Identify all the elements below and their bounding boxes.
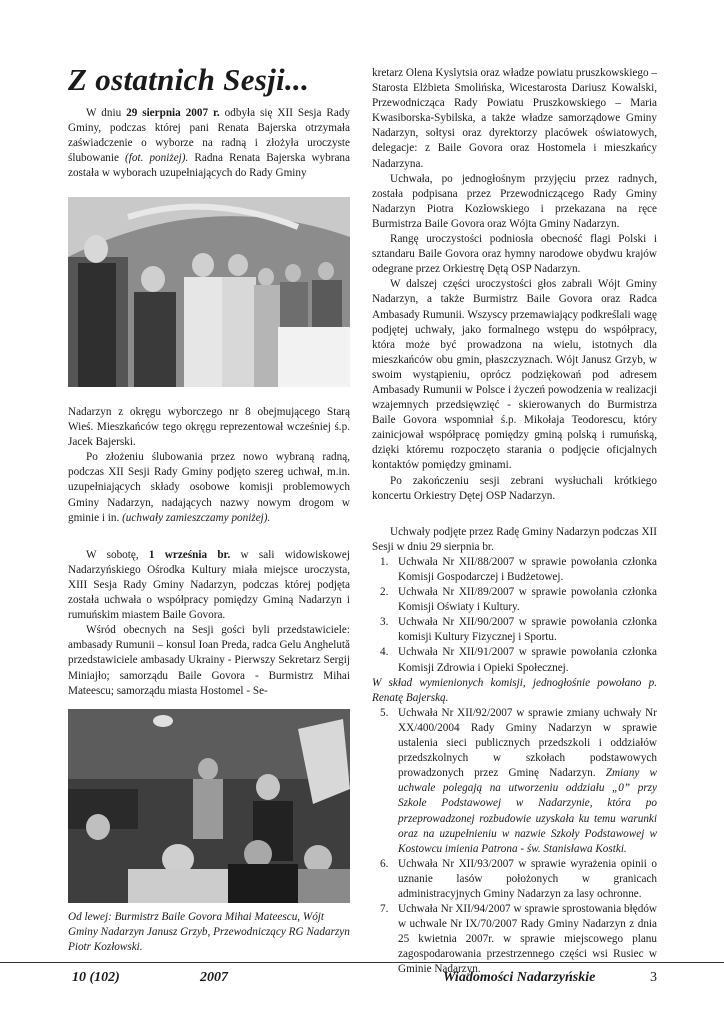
list-item: 7. Uchwała Nr XII/94/2007 w sprawie sprostowania błędów w uchwale Nr IX/70/2007 Rady Gminy Nadarzyn z dnia 25 kwietnia 2007r. w sprawie miejscowego planu zagospodarowania przestrzennego części wsi Rusiec w Gminie Nadarzyn. [380, 903, 657, 976]
list-item: 4. Uchwała Nr XII/91/2007 w sprawie powołania członka Komisji Zdrowia i Opieki Społecznej. [380, 646, 657, 674]
paragraph: Rangę uroczystości podniosła obecność flagi Polski i sztandaru Baile Govora oraz hymny narodowe obydwu krajów odegrane przez Orkiestrę Dętą OSP Nadarzyn. [372, 233, 657, 276]
paragraph: Wśród obecnych na Sesji gości byli przedstawiciele: ambasady Rumunii – konsul Ioan Preda, radca Gelu Anghelută przedstawiciele ambasady Ukrainy - Pierwszy Sekretarz Sergij Miniajło; samorządu Baile Govora - Burmistrz Mihai Mateescu; samorządu miasta Hostomel - Se- [68, 624, 350, 697]
page-title: Z ostatnich Sesji... [68, 62, 310, 97]
paragraph: W dniu 29 sierpnia 2007 r. odbyła się XII Sesja Rady Gminy, podczas której pani Renata Bajerska otrzymała zaświadczenie o wyborze na radną i złożyła uroczyste ślubowanie (fot. poniżej). Radna Renata Bajerska wybrana została w wyborach uzupełniających do Rady Gminy [68, 107, 351, 180]
list-item: 2. Uchwała Nr XII/89/2007 w sprawie powołania członka Komisji Oświaty i Kultury. [380, 586, 657, 614]
photo-session [68, 709, 350, 903]
committee-note: W skład wymienionych komisji, jednogłośnie powołano p. Renatę Bajerską. [372, 676, 657, 704]
photo-oath-image [68, 197, 350, 387]
photo-session-image [68, 709, 350, 903]
footer-year: 2007 [200, 970, 228, 985]
list-item: 6. Uchwała Nr XII/93/2007 w sprawie wyrażenia opinii o uznanie lasów położonych w granicach administracyjnych Gminy Nadarzyn za lasy ochronne. [380, 857, 657, 900]
paragraph: Uchwała, po jednogłośnym przyjęciu przez radnych, została podpisana przez Przewodniczącego Rady Gminy Nadarzyn Piotra Kozłowskiego i przekazana na ręce Burmistrza Baile Govora oraz Wójta Gminy Nadarzyn. [372, 172, 657, 230]
paragraph: Po zakończeniu sesji zebrani wysłuchali krótkiego koncertu Orkiestry Dętej OSP Nadarzyn. [372, 474, 657, 502]
list-item: 3. Uchwała Nr XII/90/2007 w sprawie powołania członka komisji Kultury Fizycznej i Sportu. [380, 616, 657, 644]
left-column-top [68, 106, 350, 181]
footer-issue: 10 (102) [72, 970, 120, 985]
photo-oath [68, 197, 350, 387]
resolutions-intro: Uchwały podjęte przez Radę Gminy Nadarzyn podczas XII Sesji w dniu 29 sierpnia br. [372, 525, 657, 553]
footer-divider [0, 962, 724, 963]
paragraph: W sobotę, 1 września br. w sali widowiskowej Nadarzyńskiego Ośrodka Kultury miała miejsce uroczysta, XIII Sesja Rady Gminy Nadarzyn, podczas której podjęta została uchwała o współpracy pomiędzy Gminą Nadarzyn i rumuńskim miastem Baile Govora. [68, 548, 350, 622]
paragraph: kretarz Olena Kyslytsia oraz władze powiatu pruszkowskiego – Starosta Elżbieta Smolińska, Wicestarosta Dariusz Kowalski, Przewodnicząca Rady Powiatu Pruszkowskiego – Maria Kwasiborska-Sybilska, a także władze samorządowe Gminy Nadarzyn, sołtysi oraz dyrektorzy placówek oświatowych, delegacje: z Baile Govora oraz Hostomela i mieszkańcy Nadarzyna. [372, 67, 657, 170]
paragraph: Nadarzyn z okręgu wyborczego nr 8 obejmującego Starą Wieś. Mieszkańców tego okręgu reprezentował wcześniej ś.p. Jacek Bajerski. [68, 406, 350, 449]
left-column-middle [68, 405, 350, 699]
list-item: 5. Uchwała Nr XII/92/2007 w sprawie zmiany uchwały Nr XX/400/2004 Rady Gminy Nadarzyn w sprawie ustalenia sieci publicznych przedszkoli i oddziałów przedszkolnych w szkołach podstawowych prowadzonych przez Gminę Nadarzyn. Zmiany w uchwale polegają na utworzeniu oddziału „0” przy Szkole Podstawowej w Nadarzynie, która po przeprowadzonej rozbudowie uzyskała ku temu warunki oraz na uzupełnieniu w nazwie Szkoły Podstawowej w Kostowcu imienia Patrona - św. Stanisława Kostki. [380, 706, 657, 855]
photo-caption: Od lewej: Burmistrz Baile Govora Mihai Mateescu, Wójt Gminy Nadarzyn Janusz Grzyb, Przewodniczący RG Nadarzyn Piotr Kozłowski. [68, 911, 350, 953]
resolutions-list-2 [372, 706, 657, 978]
right-column [372, 66, 657, 978]
page-number: 3 [650, 970, 657, 985]
footer-magazine: Wiadomości Nadarzyńskie [443, 970, 596, 985]
paragraph: W dalszej części uroczystości głos zabrali Wójt Gminy Nadarzyn, a także Burmistrz Baile Govora oraz Radca Ambasady Rumunii. Wszyscy przemawiający podkreślali wagę podjętej uchwały, jako formalnego wstępu do współpracy, która może być prowadzona na wielu, istotnych dla mieszkańców obu gmin, płaszczyznach. Wójt Janusz Grzyb, w swoim wystąpieniu, oprócz podziękowań pod adresem Ambasady Rumunii w Polsce i życzeń powodzenia w realizacji wzajemnych przedsięwzięć - skierowanych do Burmistrza Baile Govora wspomniał ś.p. Mikołaja Teodorescu, który zainicjował współpracę pomiędzy gminą polską i rumuńską, dzięki któremu rozpoczęto starania o podjęcie oficjalnych kontaktów pomiędzy gminami. [372, 278, 657, 472]
resolutions-list-1 [372, 555, 657, 676]
paragraph: Po złożeniu ślubowania przez nowo wybraną radną, podczas XII Sesji Rady Gminy podjęto szereg uchwał, m.in. uzupełniających składy osobowe komisji problemowych Gminy Nadarzyn, nadających nazwy nowym drogom w gminie i in. (uchwały zamieszczamy poniżej). [68, 451, 350, 524]
list-item: 1. Uchwała Nr XII/88/2007 w sprawie powołania członka Komisji Gospodarczej i Budżetowej. [380, 555, 657, 583]
